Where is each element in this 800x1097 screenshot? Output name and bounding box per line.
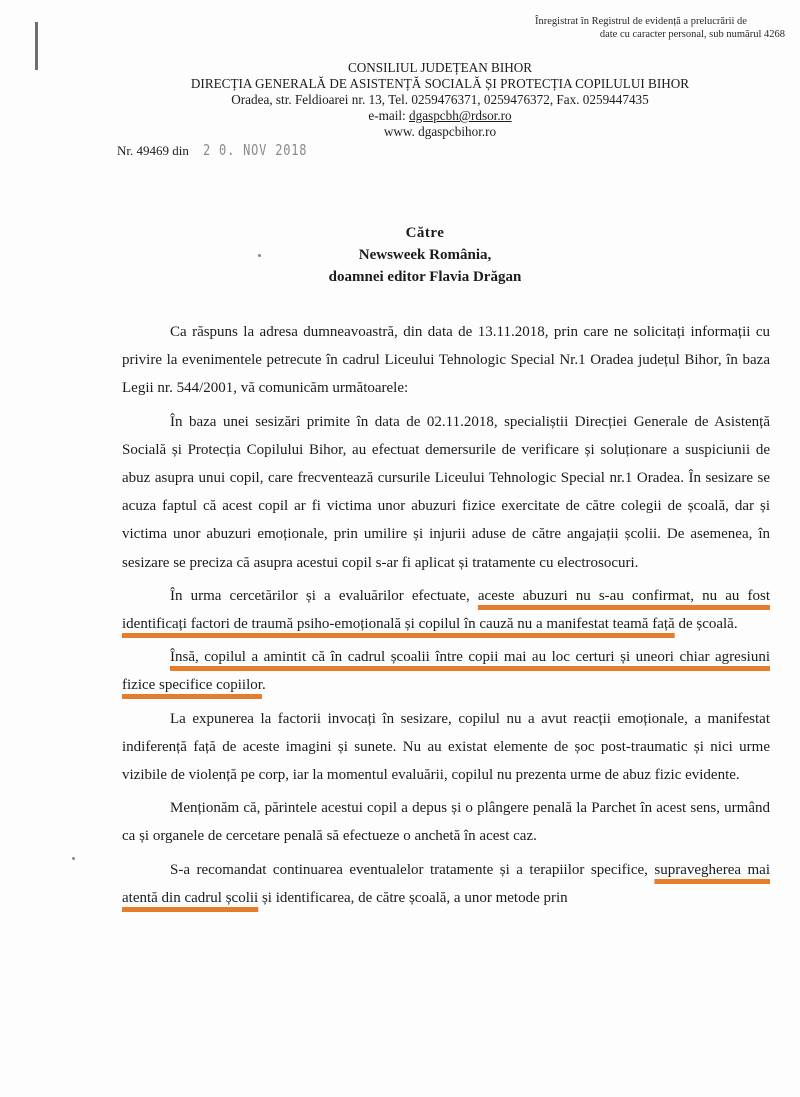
paragraph-recommendation — [122, 856, 770, 912]
recommendation-tail: și identificarea, de către școală, a unor metode prin — [258, 889, 568, 906]
paragraph-exposure: La expunerea la factorii invocați în sesizare, copilul nu a avut reacții emoționale, a manifestat indiferență față de aceste imagini și sunete. Nu au existat elemente de șoc post-traumatic și nici urme vizibile de violență pe corp, iar la momentul evaluării, copilul nu prezenta urme de abuz fizic evidente. — [122, 710, 770, 784]
recipient-block — [240, 222, 610, 288]
address-line: Oradea, str. Feldioarei nr. 13, Tel. 0259476371, 0259476372, Fax. 0259447435 — [231, 92, 649, 107]
recipient-person: doamnei editor Flavia Drăgan — [328, 269, 522, 285]
letter-body — [122, 318, 770, 917]
website-link[interactable]: www. dgaspcbihor.ro — [383, 124, 497, 139]
registry-line-2: date cu caracter personal, sub numărul 4268 — [599, 29, 785, 40]
recipient-to: Către — [405, 225, 445, 241]
findings-text: În urma cercetărilor și a evaluărilor efectuate, — [170, 587, 478, 604]
registry-line-1: Înregistrat în Registrul de evidență a prelucrării de — [535, 16, 747, 27]
council-name: CONSILIUL JUDEȚEAN BIHOR — [347, 60, 533, 75]
reference-line — [117, 141, 333, 159]
letterhead — [150, 60, 730, 140]
margin-pen-mark — [35, 22, 38, 70]
email-label: e-mail: — [368, 108, 410, 123]
highlighted-conflicts: Însă, copilul a amintit că în cadrul școalii între copii mai au loc certuri și uneori chiar agresiuni fizice specifice copiilor — [122, 649, 770, 694]
highlighted-findings: aceste abuzuri nu s-au confirmat, nu au fost identificați factori de traumă psiho-emoțională și copilul în cauză nu a manifestat teamă față — [122, 587, 770, 633]
email-link[interactable]: dgaspcbh@rdsor.ro — [409, 108, 512, 123]
paragraph-complaint: În baza unei sesizări primite în data de 02.11.2018, specialiștii Direcției Generale de Asistență Socială și Protecția Copilului Bihor, au efectuat demersurile de verificare și soluționare a suspiciunii de abuz asupra unui copil, care frecventează cursurile Liceului Tehnologic Special nr.1 Oradea. În sesizare se acuza faptul că acest copil ar fi victima unor abuzuri fizice exercitate de către colegii de școală, dar și victima unor abuzuri emoționale, prin umilire și injurii aduse de către angajații școlii. De asemenea, în sesizare se preciza că asupra acestui copil s-ar fi aplicat și tratamente cu electrosocuri. — [122, 413, 770, 571]
recipient-organization: Newsweek România, — [358, 247, 492, 263]
findings-tail: de școală. — [674, 616, 738, 633]
directorate-name: DIRECȚIA GENERALĂ DE ASISTENȚĂ SOCIALĂ ȘI PROTECȚIA COPILULUI BIHOR — [190, 76, 690, 91]
date-stamp: 2 0. NOV 2018 — [202, 141, 308, 159]
recommendation-text: S-a recomandat continuarea eventualelor tratamente și a terapiilor specifice, — [170, 861, 655, 878]
reference-number: Nr. 49469 din — [117, 143, 189, 158]
paragraph-request: Ca răspuns la adresa dumneavoastră, din data de 13.11.2018, prin care ne solicitați informații cu privire la evenimentele petrecute în cadrul Liceului Tehnologic Special Nr.1 Oradea județul Bihor, în baza Legii nr. 544/2001, vă comunicăm următoarele: — [122, 324, 770, 397]
conflicts-tail: . — [261, 677, 266, 694]
registry-note — [535, 15, 785, 41]
highlighted-supervision: supravegherea mai atentă din cadrul școlii — [122, 861, 771, 906]
email-line — [150, 108, 730, 124]
scan-speck — [72, 857, 75, 860]
paragraph-conflicts — [122, 643, 770, 699]
paragraph-findings — [122, 582, 770, 638]
paragraph-complaint-filed: Menționăm că, părintele acestui copil a depus și o plângere penală la Parchet în acest sens, urmând ca și organele de cercetare penală să efectueze o anchetă în acest caz. — [122, 800, 770, 845]
